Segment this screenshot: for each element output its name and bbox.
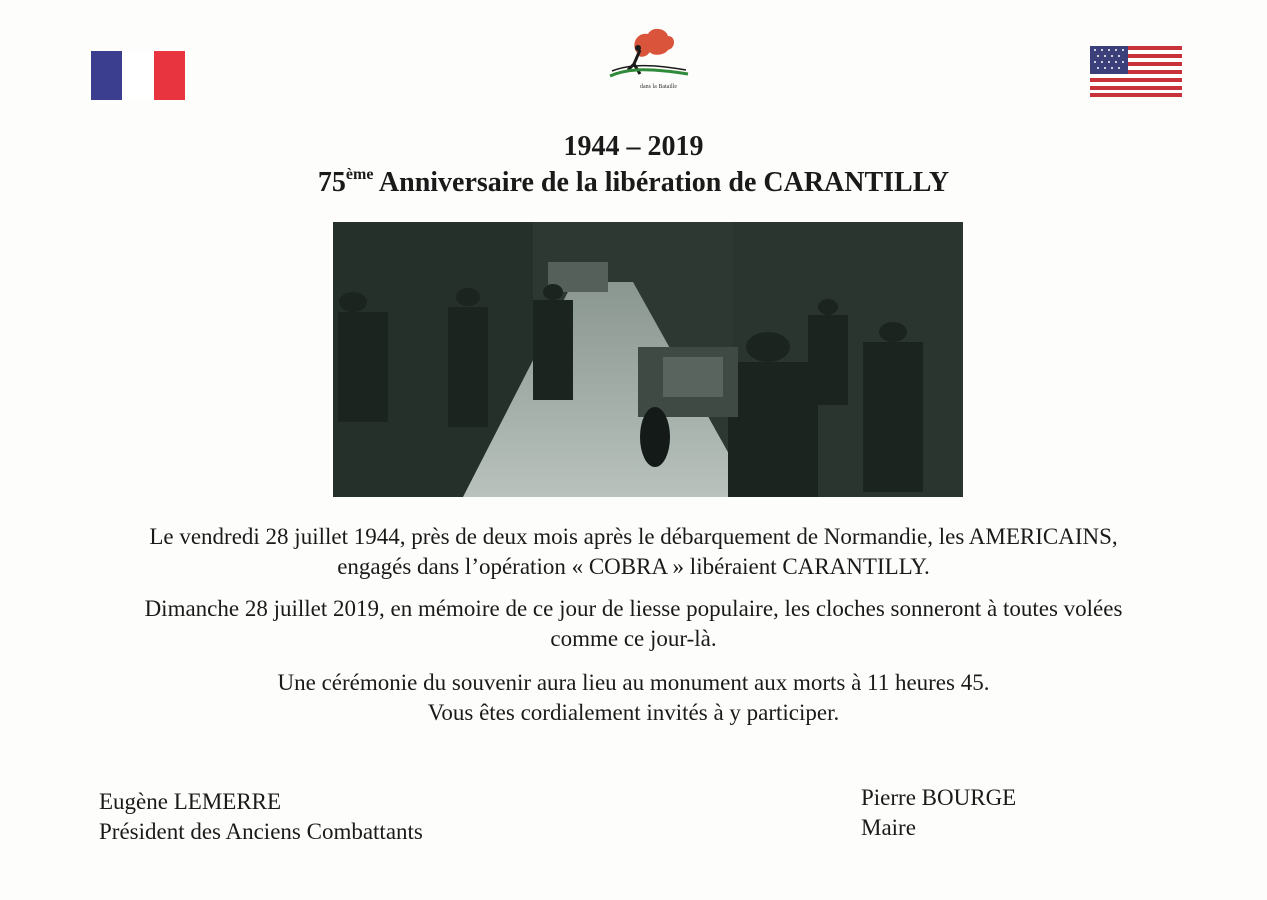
signatory-name: Pierre BOURGE	[861, 785, 1017, 810]
anniversary-text: Anniversaire de la libération de CARANTILLY	[373, 167, 950, 198]
paragraph-line: Une cérémonie du souvenir aura lieu au monument aux morts à 11 heures 45.	[277, 670, 990, 695]
flag-stripe-white	[122, 51, 153, 100]
logo-caption: dans la Bataille	[640, 84, 677, 90]
anniversary-number: 75	[317, 167, 346, 198]
paragraph-bells	[60, 594, 1207, 654]
paragraph-line: comme ce jour-là.	[550, 626, 717, 651]
historical-photo	[333, 222, 963, 497]
paragraph-liberation	[60, 522, 1207, 582]
association-logo	[600, 24, 694, 94]
title-anniversary	[0, 166, 1267, 199]
paragraph-line: engagés dans l’opération « COBRA » libéraient CARANTILLY.	[337, 554, 930, 579]
signature-president	[99, 787, 423, 847]
paragraph-ceremony	[60, 668, 1207, 728]
signature-mayor	[861, 783, 1016, 843]
paragraph-line: Le vendredi 28 juillet 1944, près de deux mois après le débarquement de Normandie, les AMERICAINS,	[149, 524, 1118, 549]
flag-stripe-blue	[91, 51, 122, 100]
signatory-title: Président des Anciens Combattants	[99, 819, 423, 844]
signatory-name: Eugène LEMERRE	[99, 789, 282, 814]
anniversary-suffix: ème	[345, 166, 374, 183]
paragraph-line: Vous êtes cordialement invités à y participer.	[427, 700, 840, 725]
us-flag	[1090, 46, 1182, 97]
paragraph-line: Dimanche 28 juillet 2019, en mémoire de ce jour de liesse populaire, les cloches sonneront à toutes volées	[144, 596, 1123, 621]
french-flag	[91, 51, 185, 100]
flag-stripe-red	[154, 51, 185, 100]
signatory-title: Maire	[861, 815, 916, 840]
title-years: 1944 – 2019	[563, 131, 704, 162]
